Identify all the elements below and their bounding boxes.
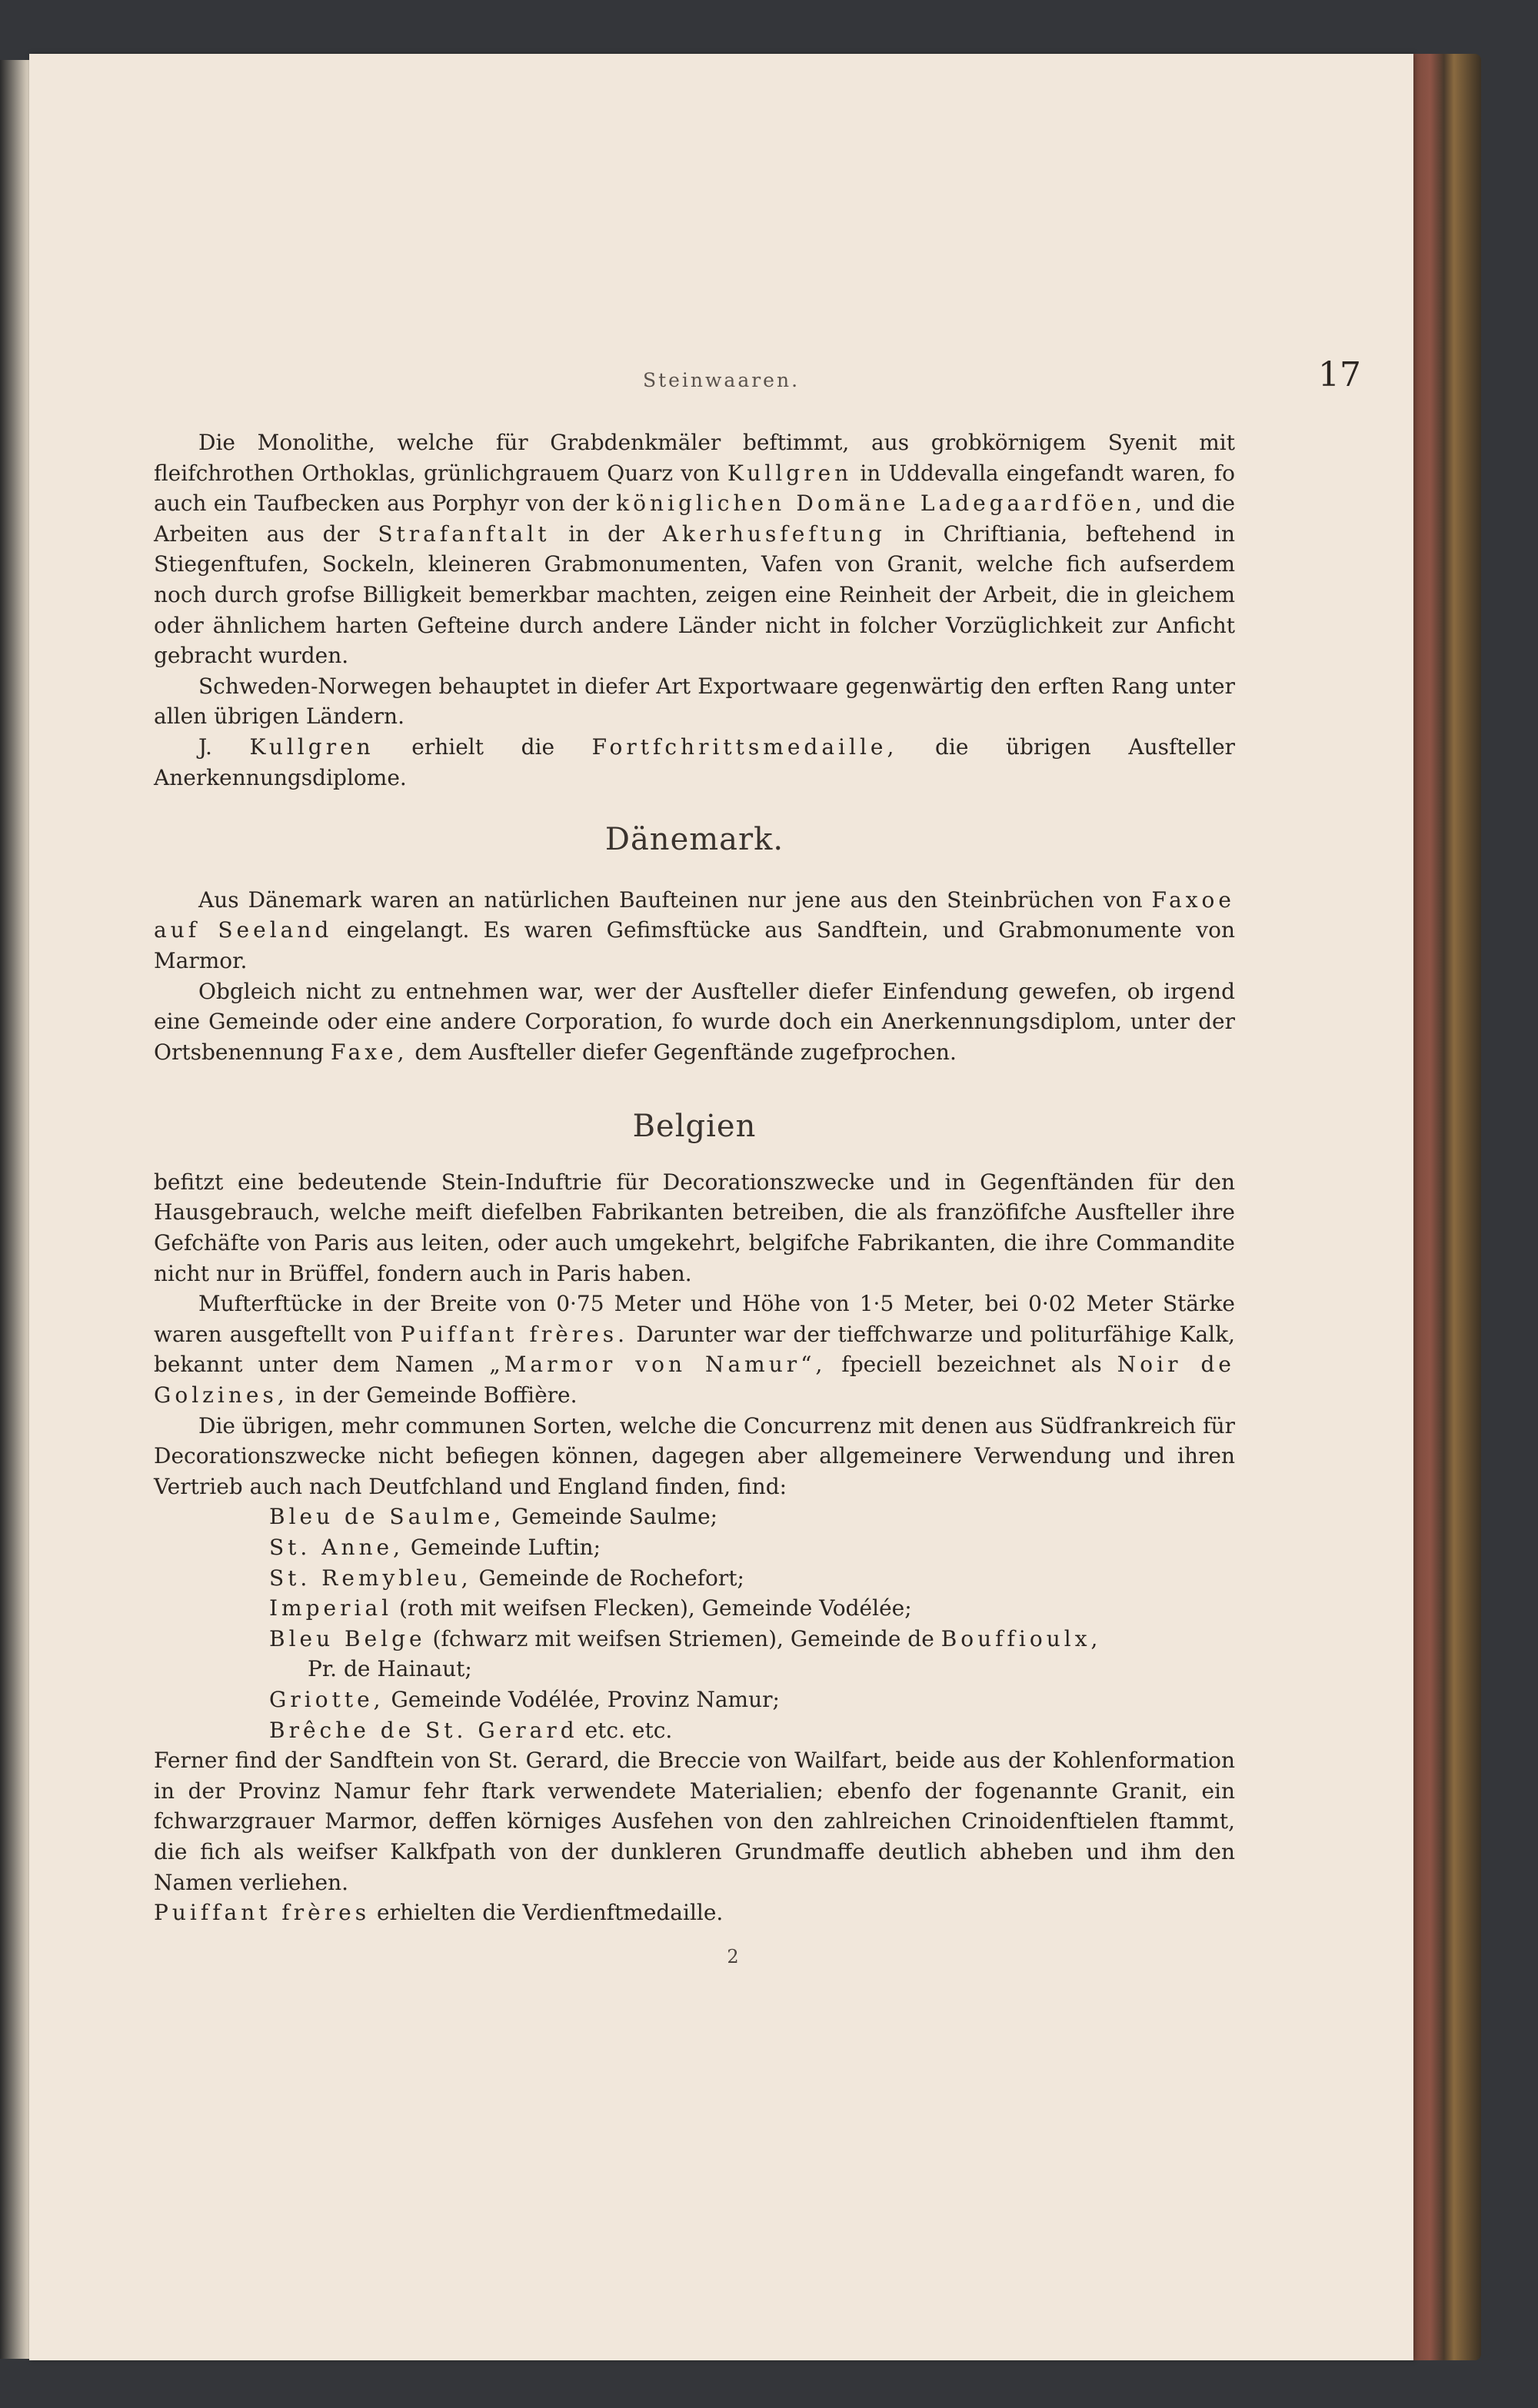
list-item: Bleu Belge (fchwarz mit weifsen Striemen), Gemeinde de Bouffioulx, <box>269 1625 1102 1651</box>
signature-mark: 2 <box>727 1945 739 1967</box>
list-item: Bleu de Saulme, Gemeinde Saulme; <box>269 1504 718 1530</box>
paragraph-belgien-3: Die übrigen, mehr communen Sorten, welche die Concurrenz mit denen aus Südfrankreich für Decorationszwecke nicht befiegen können, dagegen aber allgemeinere Verwendung und ihren Vertrieb auch nach Deutfchland und England finden, find: <box>154 1412 1235 1499</box>
document-page <box>29 54 1413 2360</box>
paragraph-belgien-2: Mufterftücke in der Breite von 0·75 Meter und Höhe von 1·5 Meter, bei 0·02 Meter Stärke waren ausgeftellt von Puiffant frères. Darunter war der tieffchwarze und politurfähige Kalk, bekannt unter dem Namen „Marmor von Namur“, fpeciell bezeichnet als Noir de Golzines, in der Gemeinde Boffière. <box>154 1291 1235 1409</box>
list-item: Griotte, Gemeinde Vodélée, Provinz Namur; <box>269 1686 780 1712</box>
book-spine-edge <box>1413 54 1481 2360</box>
paragraph-belgien-1: befitzt eine bedeutende Stein-Induftrie für Decorationszwecke und in Gegenftänden für den Hausgebrauch, welche meift diefelben Fabrikanten betreiben, die als franzöfifche Ausfteller ihre Gefchäfte von Paris aus leiten, oder auch umgekehrt, belgifche Fabrikanten, die ihre Commandite nicht nur in Brüffel, fondern auch in Paris haben. <box>154 1169 1235 1286</box>
paragraph-schweden: Schweden-Norwegen behauptet in diefer Art Exportwaare gegenwärtig den erften Rang unter allen übrigen Ländern. <box>154 673 1235 730</box>
heading-daenemark: Dänemark. <box>604 822 784 858</box>
paragraph-belgien-4: Ferner find der Sandftein von St. Gerard, die Breccie von Wailfart, beide aus der Kohlenformation in der Provinz Namur fehr ftark verwendete Materialien; ebenfo der fogenannte Granit, ein fchwarzgrauer Marmor, deffen körniges Ausfehen von den zahlreichen Crinoidenftielen ftammt, die fich als weifser Kalkfpath von der dunkleren Grundmaffe deutlich abheben und ihm den Namen verliehen. <box>154 1748 1235 1895</box>
page-body <box>154 427 1235 1972</box>
list-item: St. Remybleu, Gemeinde de Rochefort; <box>269 1565 744 1591</box>
running-title: Steinwaaren. <box>642 369 801 391</box>
list-item: St. Anne, Gemeinde Luftin; <box>269 1535 601 1560</box>
list-item-continuation: Pr. de Hainaut; <box>308 1656 472 1682</box>
heading-belgien: Belgien <box>632 1109 757 1145</box>
paragraph-monolithe: Die Monolithe, welche für Grabdenkmäler beftimmt, aus grobkörnigem Syenit mit fleifchrothen Orthoklas, grünlichgrauem Quarz von Kullgren in Uddevalla eingefandt waren, fo auch ein Taufbecken aus Porphyr von der königlichen Domäne Ladegaardföen, und die Arbeiten aus der Strafanftalt in der Akerhusfeftung in Chriftiania, beftehend in Stiegenftufen, Sockeln, kleineren Grabmonumenten, Vafen von Granit, welche fich aufserdem noch durch grofse Billigkeit bemerkbar machten, zeigen eine Reinheit der Arbeit, die in gleichem oder ähnlichem harten Gefteine durch andere Länder nicht in folcher Vorzüglichkeit zur Anficht gebracht wurden. <box>154 430 1236 669</box>
list-item: Brêche de St. Gerard etc. etc. <box>269 1717 673 1743</box>
paragraph-awards: J. Kullgren erhielt die Fortfchrittsmedaille, die übrigen Ausfteller Anerkennungsdiplome. <box>154 733 1236 790</box>
paragraph-belgien-5: Puiffant frères erhielten die Verdienftmedaille. <box>154 1900 724 1926</box>
paragraph-daenemark-1: Aus Dänemark waren an natürlichen Baufteinen nur jene aus den Steinbrüchen von Faxoe auf Seeland eingelangt. Es waren Gefimsftücke aus Sandftein, und Grabmonumente von Marmor. <box>154 886 1235 973</box>
running-head <box>29 355 1413 395</box>
paragraph-daenemark-2: Obgleich nicht zu entnehmen war, wer der Ausfteller diefer Einfendung gewefen, ob irgend eine Gemeinde oder eine andere Corporation, fo wurde doch ein Anerkennungsdiplom, unter der Ortsbenennung Faxe, dem Ausfteller diefer Gegenftände zugefprochen. <box>154 978 1235 1065</box>
stone-list <box>269 1502 1235 1745</box>
list-item: Imperial (roth mit weifsen Flecken), Gemeinde Vodélée; <box>269 1595 912 1621</box>
page-number: 17 <box>1318 355 1361 394</box>
